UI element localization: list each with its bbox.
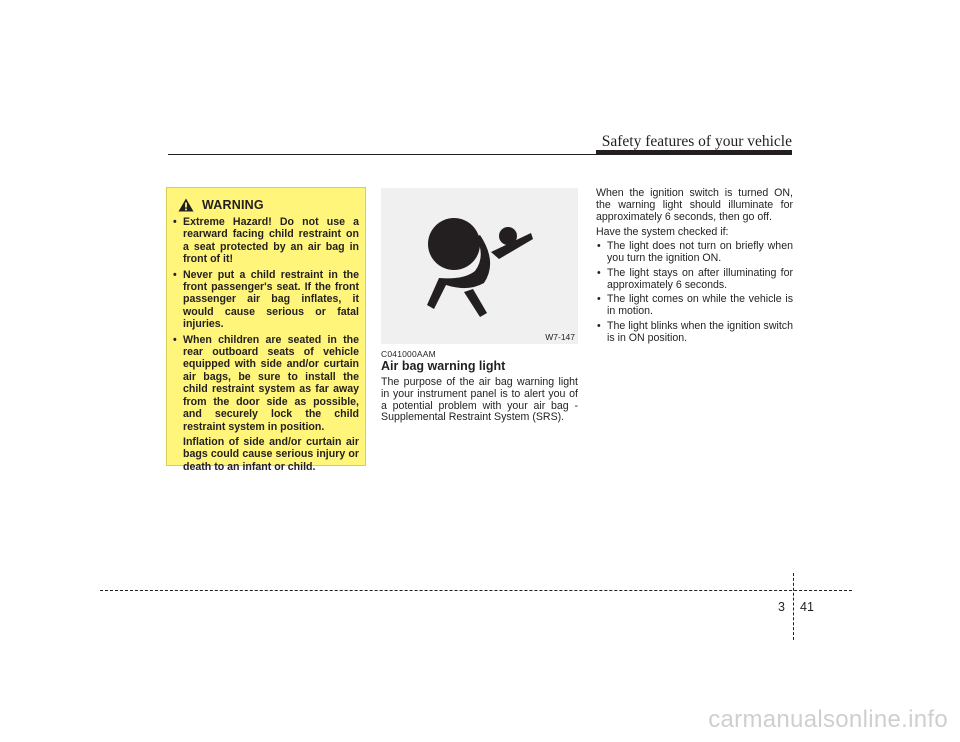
right-column bbox=[596, 188, 793, 348]
right-intro-check: Have the system checked if: bbox=[596, 226, 729, 239]
figure-label: W7-147 bbox=[545, 332, 575, 342]
warning-item: • When children are seated in the rear outboard seats of vehicle equipped with side and/or curtain air bags, be sure to install the child restraint system as far away from the door side as possible, and securely lock the child restraint system in position. bbox=[172, 334, 359, 433]
chapter-number: 3 bbox=[778, 600, 785, 614]
warning-box bbox=[166, 187, 366, 473]
warning-extra-note: Inflation of side and/or curtain air bags could cause serious injury or death to an infant or child. bbox=[183, 435, 359, 473]
section-heading: Air bag warning light bbox=[381, 359, 506, 373]
check-item: • The light comes on while the vehicle is in motion. bbox=[596, 294, 793, 318]
warning-item: • Never put a child restraint in the front passenger's seat. If the front passenger air bag inflates, it would cause serious or fatal injuries. bbox=[172, 269, 359, 331]
warning-triangle-icon bbox=[178, 198, 194, 212]
page-number: 41 bbox=[800, 600, 814, 614]
section-title: Safety features of your vehicle bbox=[601, 133, 792, 150]
footer-rule bbox=[100, 590, 852, 591]
check-item: • The light blinks when the ignition switch is in ON position. bbox=[596, 321, 793, 345]
check-list bbox=[596, 241, 793, 344]
header-rule-accent bbox=[596, 150, 792, 155]
warning-title: WARNING bbox=[202, 198, 264, 212]
watermark: carmanualsonline.info bbox=[708, 706, 948, 733]
warning-list bbox=[172, 216, 359, 433]
right-intro: When the ignition switch is turned ON, the warning light should illuminate for approximately 6 seconds, then go off. bbox=[596, 187, 793, 223]
warning-header bbox=[178, 197, 359, 213]
section-body: The purpose of the air bag warning light in your instrument panel is to alert you of a potential problem with your air bag - Supplemental Restraint System (SRS). bbox=[381, 376, 578, 424]
air-bag-warning-icon bbox=[381, 188, 578, 344]
air-bag-figure bbox=[381, 188, 578, 344]
check-item: • The light does not turn on briefly when you turn the ignition ON. bbox=[596, 241, 793, 265]
section-code: C041000AAM bbox=[381, 349, 436, 359]
check-item: • The light stays on after illuminating for approximately 6 seconds. bbox=[596, 268, 793, 292]
footer-divider bbox=[793, 573, 794, 640]
warning-item: • Extreme Hazard! Do not use a rearward facing child restraint on a seat protected by an air bag in front of it! bbox=[172, 216, 359, 266]
